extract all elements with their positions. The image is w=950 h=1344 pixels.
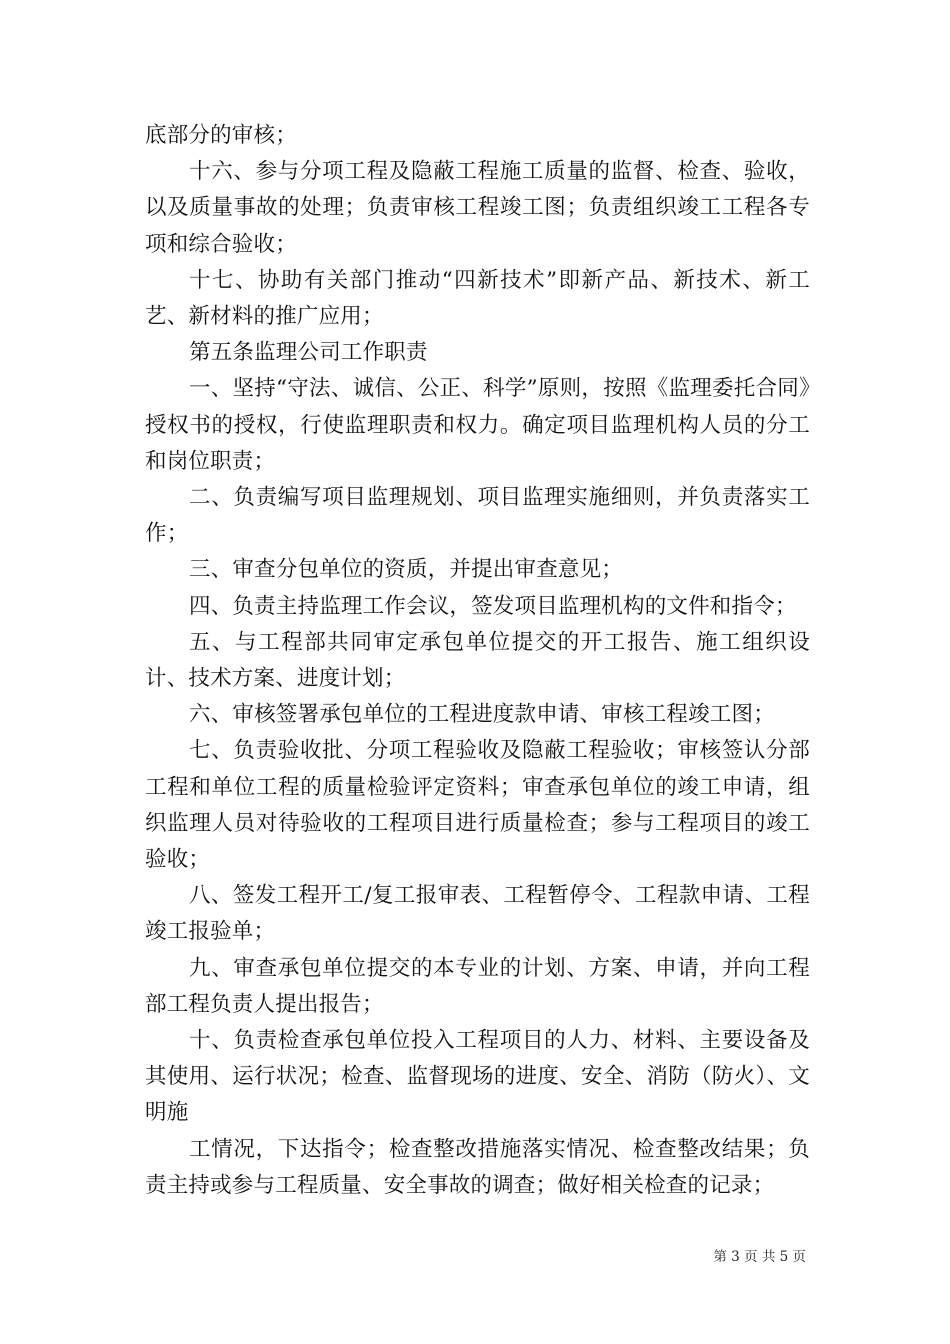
- paragraph-7: 三、审查分包单位的资质，并提出审查意见；: [189, 557, 624, 583]
- paragraph-6: 二、负责编写项目监理规划、项目监理实施细则，并负责落实工作；: [145, 485, 810, 547]
- paragraph-13: 九、审查承包单位提交的本专业的计划、方案、申请，并向工程部工程负责人提出报告；: [145, 955, 810, 1017]
- paragraph-8: 四、负责主持监理工作会议，签发项目监理机构的文件和指令；: [189, 593, 797, 619]
- paragraph-5: 一、坚持“守法、诚信、公正、科学”原则，按照《监理委托合同》授权书的授权，行使监理职责和权力。确定项目监理机构人员的分工和岗位职责；: [145, 376, 810, 474]
- paragraph-11: 七、负责验收批、分项工程验收及隐蔽工程验收；审核签认分部工程和单位工程的质量检验评定资料；审查承包单位的竣工申请，组织监理人员对待验收的工程项目进行质量检查；参与工程项目的竣工验收；: [145, 738, 810, 873]
- paragraph-12: 八、签发工程开工/复工报审表、工程暂停令、工程款申请、工程竣工报验单；: [145, 883, 810, 945]
- paragraph-3: 十七、协助有关部门推动“四新技术”即新产品、新技术、新工艺、新材料的推广应用；: [145, 267, 810, 330]
- paragraph-15: 工情况，下达指令；检查整改措施落实情况、检查整改结果；负责主持或参与工程质量、安全事故的调查；做好相关检查的记录；: [145, 1136, 810, 1198]
- document-body: [145, 118, 810, 1204]
- paragraph-9: 五、与工程部共同审定承包单位提交的开工报告、施工组织设计、技术方案、进度计划；: [145, 629, 810, 692]
- paragraph-14: 十、负责检查承包单位投入工程项目的人力、材料、主要设备及其使用、运行状况；检查、监督现场的进度、安全、消防（防火）、文明施: [145, 1028, 810, 1126]
- section-heading: 第五条监理公司工作职责: [189, 340, 428, 366]
- paragraph-10: 六、审核签署承包单位的工程进度款申请、审核工程竣工图；: [189, 702, 775, 728]
- page-number: 第 3 页 共 5 页: [713, 1249, 806, 1265]
- paragraph-1: 底部分的审核；: [145, 123, 297, 148]
- paragraph-2: 十六、参与分项工程及隐蔽工程施工质量的监督、检查、验收，以及质量事故的处理；负责审核工程竣工图；负责组织竣工工程各专项和综合验收；: [145, 159, 810, 257]
